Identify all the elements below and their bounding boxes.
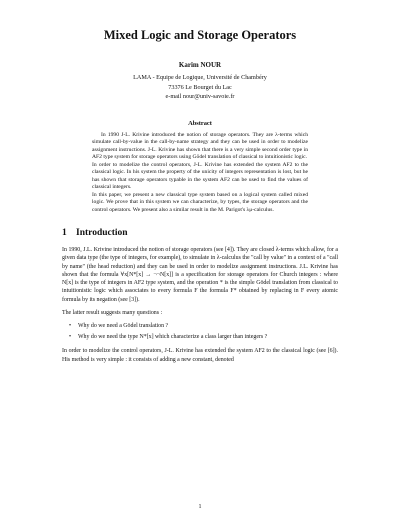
- bullet-icon: •: [69, 322, 72, 329]
- abstract-paragraph-2: In order to modelize the control operators, J-L. Krivine has extended the system AF2 to the classical logic. In his system the property of the unicity of integers representation is lost, but he has shown that storage operators typable in the system AF2 can be used to find the values of classical integers.: [92, 161, 308, 191]
- abstract-paragraph-1: In 1990 J-L. Krivine introduced the notion of storage operators. They are λ-terms which simulate call-by-value in the call-by-name strategy and they can be used in order to modelize assignment instructions. J-L. Krivine has shown that there is a very simple second order type in AF2 type system for storage operators using Gödel translation of classical to intuitionistic logic.: [92, 131, 308, 161]
- list-item: [69, 333, 338, 341]
- list-item: [69, 322, 338, 330]
- body-paragraph-2: The latter result suggests many questions :: [62, 309, 163, 316]
- abstract-paragraph-3: In this paper, we present a new classical type system based on a logical system called mixed logic. We prove that in this system we can characterize, by types, the storage operators and the control operators. We present also a similar result in the M. Parigot's λμ-calculus.: [92, 191, 308, 213]
- list-item-text: Why do we need a Gödel translation ?: [78, 322, 169, 329]
- section-number: 1: [62, 228, 67, 239]
- section-heading: [62, 228, 338, 238]
- section-body: [62, 246, 338, 363]
- body-paragraph-3: In order to modelize the control operators, J-L. Krivine has extended the system AF2 to the classical logic (see [6]). His method is very simple : it consists of adding a new constant, denoted: [62, 348, 338, 363]
- abstract-heading: Abstract: [188, 119, 212, 127]
- paper-title: Mixed Logic and Storage Operators: [103, 28, 297, 42]
- abstract-block: [92, 132, 308, 215]
- author-name: Karim NOUR: [178, 61, 222, 69]
- list-item-text: Why do we need the type N*[x] which characterize a class larger than integers ?: [78, 334, 268, 341]
- section-title: Introduction: [76, 228, 128, 239]
- page-number: 1: [198, 504, 202, 510]
- affiliation-line-2: 73376 Le Bourget du Lac: [168, 83, 232, 91]
- body-paragraph-1: In 1990, J.L. Krivine introduced the notion of storage operators (see [4]). They are closed λ-terms which allow, for a given data type (the type of integers, for example), to simulate in λ-calculus the "call by value" in a context of a "call by name" (the head reduction) and they can be used in order to modelize assignment instructions. J.L. Krivine has shown that the formula ∀x[N*[x] → ¬¬N[x]] is a specification for storage operators for Church integers : where N[x] is the type of integers in AF2 type system, and the operation * is the simple Gödel translation from classical to intuitionistic logic which associates to every formula F the formula F* obtained by replacing in F every atomic formula by its negation (see [3]).: [62, 247, 338, 303]
- affiliation-line-1: LAMA - Equipe de Logique, Université de Chambéry: [133, 74, 267, 81]
- affiliation-email: e-mail nour@univ-savoie.fr: [165, 93, 235, 101]
- question-list: [62, 322, 338, 341]
- bullet-icon: •: [69, 334, 72, 341]
